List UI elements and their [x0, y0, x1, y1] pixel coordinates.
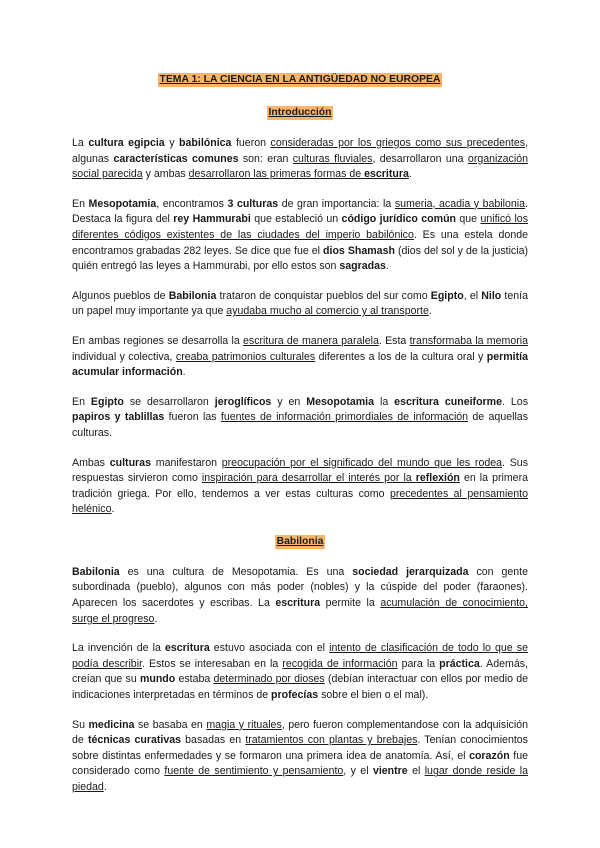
paragraph-4: En ambas regiones se desarrolla la escritura de manera paralela. Esta transformaba la memoria individual y colectiva, creaba patrimonios culturales diferentes a los de la cultura oral y permitía acumular información.	[72, 334, 528, 379]
section-heading-babilonia: Babilonia	[276, 535, 324, 547]
document-title: TEMA 1: LA CIENCIA EN LA ANTIGÜEDAD NO EUROPEA	[159, 74, 441, 85]
paragraph-6: Ambas culturas manifestaron preocupación por el significado del mundo que les rodea. Sus respuestas sirvieron como inspiración para desarrollar el interés por la reflexión en la primera tradición griega. Por ello, tendemos a ver estas culturas como precedentes al pensamiento helénico.	[72, 456, 528, 516]
paragraph-5: En Egipto se desarrollaron jeroglíficos y en Mesopotamia la escritura cuneiforme. Los papiros y tablillas fueron las fuentes de información primordiales de información de aquellas culturas.	[72, 395, 528, 439]
paragraph-8: La invención de la escritura estuvo asociada con el intento de clasificación de todo lo que se podía describir. Estos se interesaban en la recogida de información para la práctica. Además, creían que su mundo estaba determinado por dioses (debían interactuar con ellos por medio de indicaciones interpretadas en términos de profecías sobre el bien o el mal).	[72, 642, 528, 702]
document-body	[72, 70, 528, 810]
section-heading-wrap	[72, 532, 528, 549]
paragraph-3: Algunos pueblos de Babilonia trataron de conquistar pueblos del sur como Egipto, el Nilo tenía un papel muy importante ya que ayudaba mucho al comercio y al transporte.	[72, 289, 528, 318]
paragraph-1: La cultura egipcia y babilónica fueron consideradas por los griegos como sus precedentes, algunas características comunes son: eran culturas fluviales, desarrollaron una organización social parecida y ambas desarrollaron las primeras formas de escritura.	[72, 137, 528, 181]
title-wrap	[72, 70, 528, 87]
section-heading-wrap	[72, 103, 528, 120]
paragraph-2: En Mesopotamia, encontramos 3 culturas de gran importancia: la sumeria, acadia y babilonia. Destaca la figura del rey Hammurabi que estableció un código jurídico común que unificó los diferentes códigos existentes de las ciudades del imperio babilónico. Es una estela donde encontramos grabadas 282 leyes. Se dice que fue el dios Shamash (dios del sol y de la justicia) quién entregó las leyes a Hammurabi, por ello estos son sagradas.	[72, 197, 528, 273]
section-heading-introduccion: Introducción	[268, 107, 332, 118]
paragraph-9: Su medicina se basaba en magia y rituales, pero fueron complementandose con la adquisición de técnicas curativas basadas en tratamientos con plantas y brebajes. Tenían conocimientos sobre distintas enfermedades y se formaron una primera idea de anatomía. Así, el corazón fue considerado como fuente de sentimiento y pensamiento, y el vientre el lugar donde reside la piedad.	[72, 718, 529, 793]
paragraph-7: Babilonia es una cultura de Mesopotamia. Es una sociedad jerarquizada con gente subordinada (pueblo), algunos con más poder (nobles) y la cúspide del poder (faraones). Aparecen los sacerdotes y escribas. La escritura permite la acumulación de conocimiento, surge el progreso.	[72, 565, 528, 625]
